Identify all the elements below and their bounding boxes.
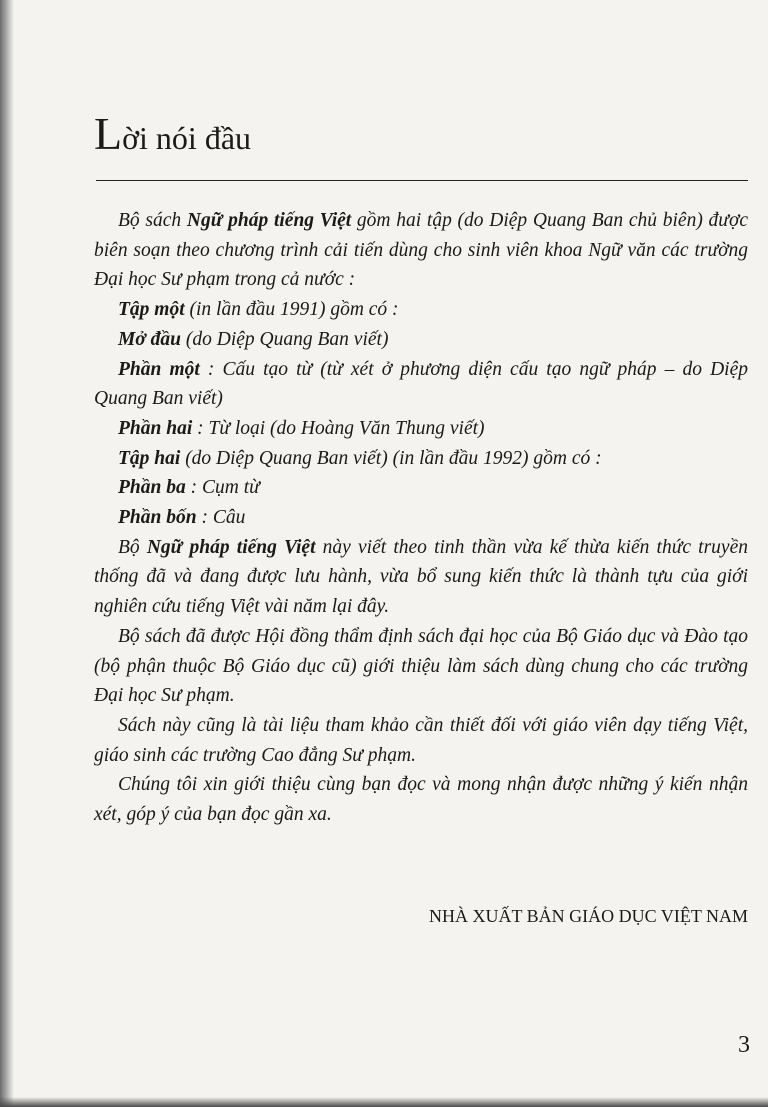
paragraph-part-four: Phần bốn : Câu xyxy=(118,507,246,529)
title-rest: ời nói đầu xyxy=(122,120,252,156)
page-title xyxy=(94,108,252,160)
page-bottom-edge xyxy=(0,1097,768,1107)
paragraph-intro: Bộ sách Ngữ pháp tiếng Việt gồm hai tập (do Diệp Quang Ban chủ biên) được biên soạn theo chương trình cải tiến dùng cho sinh viên khoa Ngữ văn các trường Đại học Sư phạm trong cả nước : xyxy=(94,210,749,291)
title-initial: L xyxy=(94,108,123,159)
paragraph-part-two: Phần hai : Từ loại (do Hoàng Văn Thung viết) xyxy=(118,417,485,439)
paragraph-closing: Chúng tôi xin giới thiệu cùng bạn đọc và mong nhận được những ý kiến nhận xét, góp ý của bạn đọc gần xa. xyxy=(94,774,748,826)
paragraph-reference: Sách này cũng là tài liệu tham khảo cần thiết đối với giáo viên dạy tiếng Việt, giáo sinh các trường Cao đẳng Sư phạm. xyxy=(94,714,748,766)
paragraph-approach: Bộ Ngữ pháp tiếng Việt này viết theo tinh thần vừa kế thừa kiến thức truyền thống đã và đang được lưu hành, vừa bổ sung kiến thức là thành tựu của giới nghiên cứu tiếng Việt vài năm lại đây. xyxy=(94,536,748,618)
paragraph-part-one: Phần một : Cấu tạo từ (từ xét ở phương diện cấu tạo ngữ pháp – do Diệp Quang Ban viết) xyxy=(94,358,749,410)
paragraph-introduction-part: Mở đầu (do Diệp Quang Ban viết) xyxy=(118,328,389,350)
paragraph-part-three: Phần ba : Cụm từ xyxy=(118,477,260,499)
paragraph-approval: Bộ sách đã được Hội đồng thẩm định sách đại học của Bộ Giáo dục và Đào tạo (bộ phận thuộc Bộ Giáo dục cũ) giới thiệu làm sách dùng chung cho các trường Đại học Sư phạm. xyxy=(94,625,748,707)
paragraph-volume-two: Tập hai (do Diệp Quang Ban viết) (in lần đầu 1992) gồm có : xyxy=(118,447,602,469)
preface-body xyxy=(94,206,748,830)
page-number: 3 xyxy=(738,1032,750,1058)
paragraph-volume-one: Tập một (in lần đầu 1991) gồm có : xyxy=(118,299,399,321)
publisher-signature: NHÀ XUẤT BẢN GIÁO DỤC VIỆT NAM xyxy=(429,906,748,926)
page-binding-shadow xyxy=(0,0,14,1107)
title-underline xyxy=(96,180,748,181)
